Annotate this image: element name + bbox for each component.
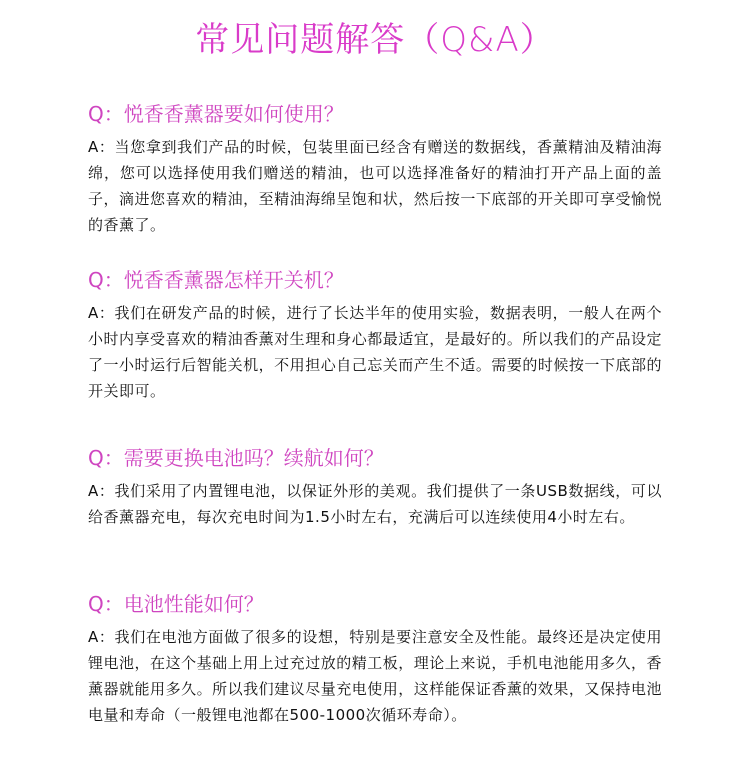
faq-answer: A：我们在研发产品的时候，进行了长达半年的使用实验，数据表明，一般人在两个小时内享受喜欢的精油香薰对生理和身心都最适宜，是最好的。所以我们的产品设定了一小时运行后智能关机，不用担心自己忘关而产生不适。需要的时候按一下底部的开关即可。 xyxy=(88,304,662,400)
faq-question: Q：电池性能如何？ xyxy=(88,592,264,616)
faq-question: Q：悦香香薰器怎样开关机？ xyxy=(88,268,344,292)
faq-item-battery-performance xyxy=(88,590,662,728)
faq-answer: A：我们在电池方面做了很多的设想，特别是要注意安全及性能。最终还是决定使用锂电池，在这个基础上用上过充过放的精工板，理论上来说，手机电池能用多久，香薰器就能用多久。所以我们建议尽量充电使用，这样能保证香薰的效果，又保持电池电量和寿命（一般锂电池都在500-1000次循环寿命）。 xyxy=(88,628,662,724)
faq-item-power-switch xyxy=(88,266,662,404)
faq-item-battery-replacement xyxy=(88,444,662,530)
page-title: 常见问题解答（Q&A） xyxy=(195,20,555,60)
faq-answer: A：我们采用了内置锂电池，以保证外形的美观。我们提供了一条USB数据线，可以给香薰器充电，每次充电时间为1.5小时左右，充满后可以连续使用4小时左右。 xyxy=(88,482,662,526)
faq-question: Q：需要更换电池吗？续航如何？ xyxy=(88,446,384,470)
faq-question: Q：悦香香薰器要如何使用？ xyxy=(88,102,344,126)
faq-item-usage xyxy=(88,100,662,238)
faq-answer: A：当您拿到我们产品的时候，包装里面已经含有赠送的数据线，香薰精油及精油海绵，您可以选择使用我们赠送的精油，也可以选择准备好的精油打开产品上面的盖子，滴进您喜欢的精油，至精油海绵呈饱和状，然后按一下底部的开关即可享受愉悦的香薰了。 xyxy=(88,138,662,234)
